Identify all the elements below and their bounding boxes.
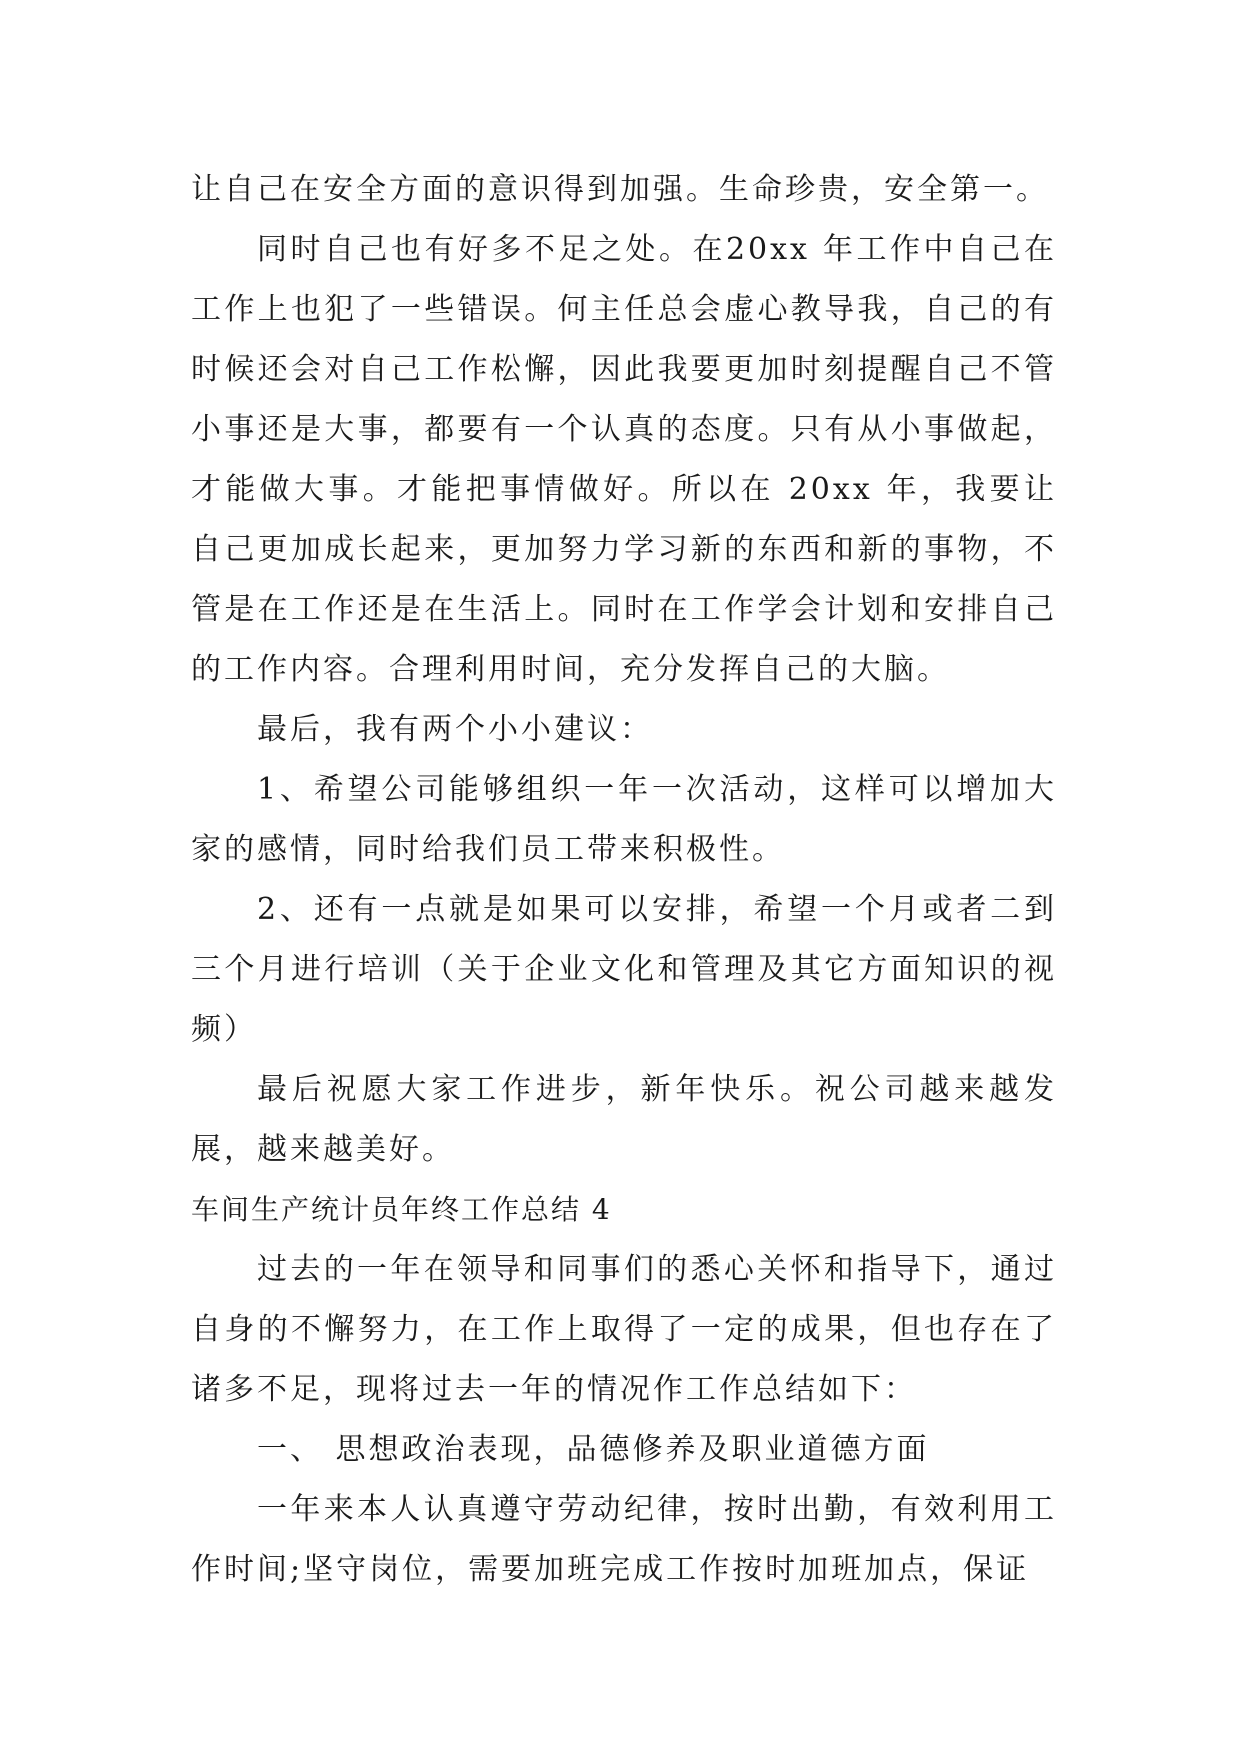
paragraph-suggestions-intro: 最后，我有两个小小建议： bbox=[257, 712, 653, 747]
paragraph-wishes: 最后祝愿大家工作进步，新年快乐。祝公司越来越发展，越来越美好。 bbox=[191, 1072, 1057, 1167]
paragraph-safety: 让自己在安全方面的意识得到加强。生命珍贵，安全第一。 bbox=[191, 172, 1049, 207]
paragraph-section-one-title: 一、 思想政治表现，品德修养及职业道德方面 bbox=[257, 1432, 930, 1467]
paragraph-attendance: 一年来本人认真遵守劳动纪律，按时出勤，有效利用工作时间;坚守岗位，需要加班完成工作按时加班加点，保证 bbox=[191, 1492, 1057, 1587]
paragraph-summary-intro: 过去的一年在领导和同事们的悉心关怀和指导下，通过自身的不懈努力，在工作上取得了一定的成果，但也存在了诸多不足，现将过去一年的情况作工作总结如下： bbox=[191, 1252, 1057, 1407]
paragraph-suggestion-1: 1、希望公司能够组织一年一次活动，这样可以增加大家的感情，同时给我们员工带来积极性。 bbox=[191, 772, 1057, 867]
document-body bbox=[191, 160, 1057, 1600]
paragraph-suggestion-2: 2、还有一点就是如果可以安排，希望一个月或者二到三个月进行培训（关于企业文化和管理及其它方面知识的视频） bbox=[191, 892, 1057, 1047]
section-heading: 车间生产统计员年终工作总结 4 bbox=[191, 1193, 612, 1226]
paragraph-shortcomings: 同时自己也有好多不足之处。在20xx 年工作中自己在工作上也犯了一些错误。何主任总会虚心教导我，自己的有时候还会对自己工作松懈，因此我要更加时刻提醒自己不管小事还是大事，都要有一个认真的态度。只有从小事做起，才能做大事。才能把事情做好。所以在 20xx 年，我要让自己更加成长起来，更加努力学习新的东西和新的事物，不管是在工作还是在生活上。同时在工作学会计划和安排自己的工作内容。合理利用时间，充分发挥自己的大脑。 bbox=[191, 232, 1057, 687]
